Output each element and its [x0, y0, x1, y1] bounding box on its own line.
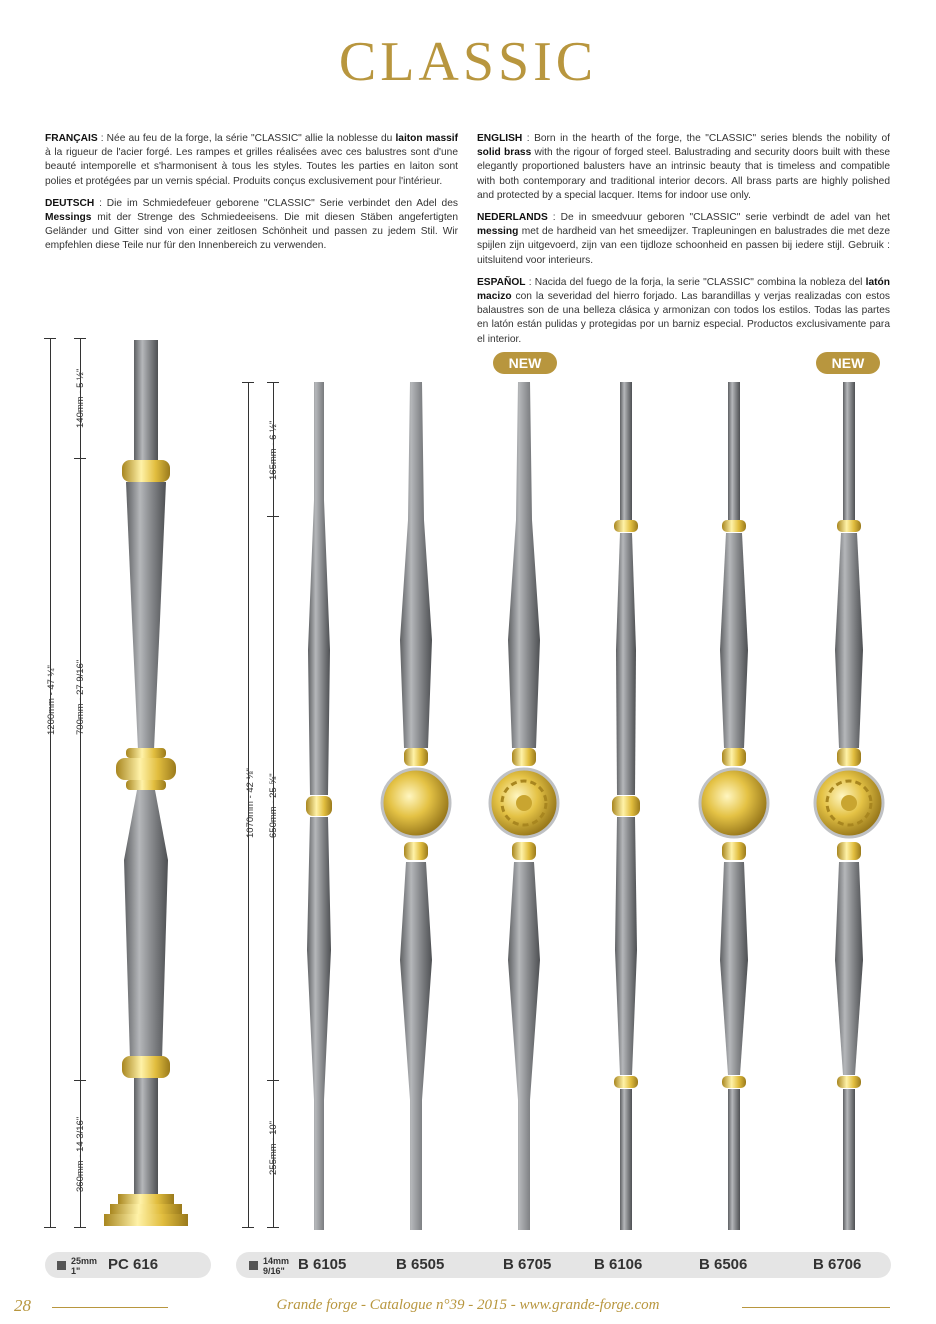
baluster-b6705	[490, 382, 558, 1230]
paragraph-dutch: NEDERLANDS : De in smeedvuur geboren "CLASSIC" serie verbindt de adel van het messing met de hardheid van het smeedijzer. Trapleuningen en balustrades die met deze spijlen zijn uitgevoerd, zijn van een tijdloze schoonheid en passen bij iedere stijl. Gebruik : uitsluitend voor interieurs.	[477, 212, 890, 266]
new-badge-b6705: NEW	[493, 352, 557, 374]
baluster-size: 14mm 9/16"	[263, 1256, 290, 1276]
code-b6106: B 6106	[594, 1256, 643, 1273]
footer-rule-right	[742, 1307, 890, 1308]
dim-bottom-baluster: 255mm - 10"	[268, 1120, 279, 1175]
baluster-b6505	[382, 382, 450, 1230]
code-b6505: B 6505	[396, 1256, 445, 1273]
dim-middle-newel: 700mm - 27 9/16"	[75, 659, 86, 735]
paragraph-spanish: ESPAÑOL : Nacida del fuego de la forja, la serie "CLASSIC" combina la nobleza del latón macizo con la severidad del hierro forjado. Las barandillas y verjas realizadas con estos balaustres son de una belleza clásica y armonizan con todos los estilos. Todas las partes en latón están pulidas y protegidas por un barniz especial. Productos exclusivamente para el interior.	[477, 276, 890, 345]
page-number: 28	[14, 1296, 31, 1315]
new-badge-b6706: NEW	[816, 352, 880, 374]
dim-total-newel: 1200mm - 47 ¼"	[46, 665, 57, 735]
baluster-b6506	[700, 382, 768, 1230]
newel-pc616	[104, 340, 188, 1226]
square-section-icon	[249, 1261, 258, 1270]
baluster-b6105	[306, 382, 332, 1230]
dim-total-baluster: 1070mm - 42 ⅛"	[245, 768, 256, 838]
dim-middle-baluster: 650mm - 25 ⅝"	[268, 773, 279, 838]
dim-top-baluster: 165mm - 6 ½"	[268, 420, 279, 480]
baluster-b6706	[815, 382, 883, 1230]
code-b6506: B 6506	[699, 1256, 748, 1273]
code-b6105: B 6105	[298, 1256, 347, 1273]
dim-bottom-newel: 360mm - 14 3/16"	[75, 1116, 86, 1192]
paragraph-french: FRANÇAIS : Née au feu de la forge, la série "CLASSIC" allie la noblesse du laiton massif à la rigueur de l'acier forgé. Les rampes et grilles réalisées avec ces balustres sont d'une beauté intemporelle et s'harmonisent à tous les styles. Toutes les parties en laiton sont polies et protégées par un vernis spécial. Produits conçus exclusivement pour l'intérieur.	[45, 133, 458, 187]
paragraph-german: DEUTSCH : Die im Schmiedefeuer geborene "CLASSIC" Serie verbindet den Adel des Messings mit der Strenge des Schmiedeeisens. Die mit diesen Stäben angefertigten Geländer und Gitter sind von einer zeitlosen Schönheit und passen zu jedem Stil. Wir empfehlen diese Teile nur für den Innenbereich zu verwenden.	[45, 197, 458, 252]
code-b6705: B 6705	[503, 1256, 552, 1273]
footer-text: Grande forge - Catalogue n°39 - 2015 - www.grande-forge.com	[276, 1297, 660, 1313]
code-pc616: PC 616	[108, 1256, 159, 1273]
newel-size: 25mm 1"	[71, 1256, 98, 1276]
paragraph-english: ENGLISH : Born in the hearth of the forge, the "CLASSIC" series blends the nobility of solid brass with the rigour of forged steel. Balustrading and security doors built with these elegantly proportioned balusters have an intrinsic beauty that is timeless and compatible with both contemporary and traditional interior decors. All brass parts are highly polished and protected by a special lacquer. Items for indoor use only.	[477, 133, 890, 201]
baluster-b6106	[612, 382, 640, 1230]
square-section-icon	[57, 1261, 66, 1270]
dim-top-newel: 140mm - 5 ½"	[75, 368, 86, 428]
page-title: CLASSIC	[338, 31, 598, 93]
footer	[0, 1296, 936, 1316]
code-b6706: B 6706	[813, 1256, 862, 1273]
